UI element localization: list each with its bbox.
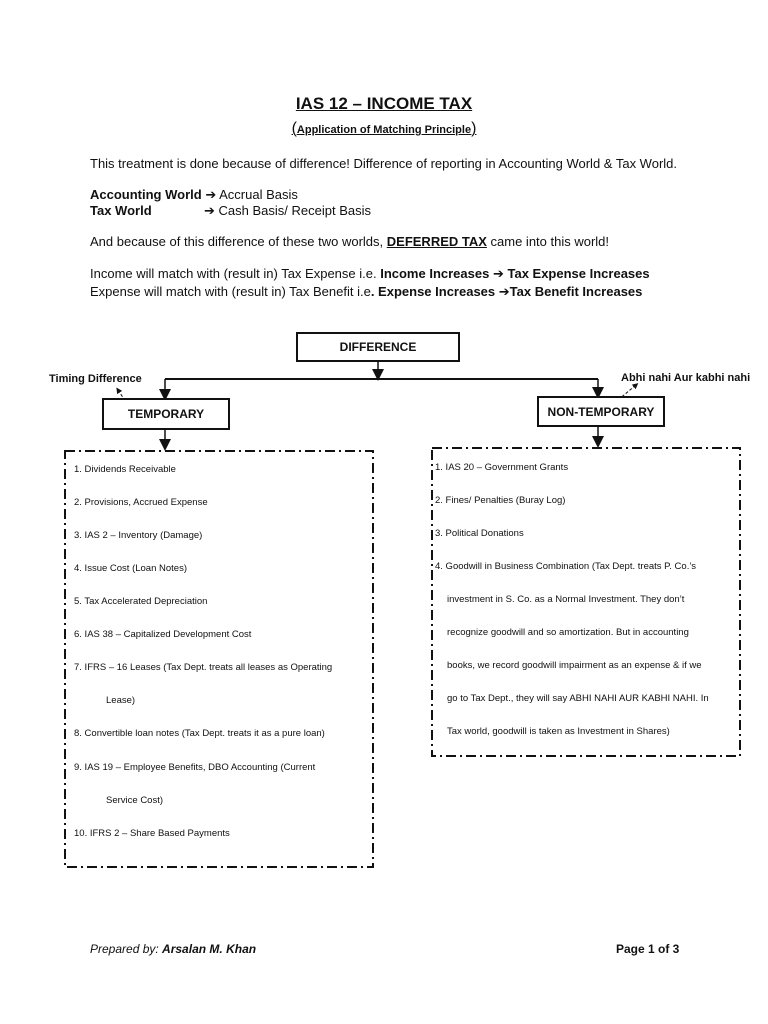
expense-matching-text: Expense will match with (result in) Tax Benefit i.e: [90, 284, 371, 299]
prepared-by: [90, 942, 256, 956]
deferred-tax-term: DEFERRED TAX: [386, 234, 487, 249]
page-number: Page 1 of 3: [616, 942, 680, 956]
author-name: Arsalan M. Khan: [162, 942, 257, 956]
list-item: 2. Fines/ Penalties (Buray Log): [435, 495, 566, 506]
list-item: 6. IAS 38 – Capitalized Development Cost: [74, 629, 252, 640]
list-item-continuation: books, we record goodwill impairment as an expense & if we: [447, 660, 702, 671]
prepared-by-label: Prepared by:: [90, 942, 163, 956]
list-item: 4. Issue Cost (Loan Notes): [74, 563, 187, 574]
list-item: 2. Provisions, Accrued Expense: [74, 497, 208, 508]
arrow-icon: ➔: [205, 187, 217, 202]
list-item: 3. IAS 2 – Inventory (Damage): [74, 530, 203, 541]
subtitle-text: Application of Matching Principle: [296, 124, 472, 136]
list-item: 1. IAS 20 – Government Grants: [435, 462, 569, 473]
list-item: 7. IFRS – 16 Leases (Tax Dept. treats all leases as Operating: [74, 662, 333, 673]
tax-world-label: Tax World: [90, 203, 152, 218]
deferred-before: And because of this difference of these two worlds,: [90, 234, 387, 249]
page-title: IAS 12 – INCOME TAX: [295, 94, 473, 113]
tax-benefit-increases: Tax Benefit Increases: [509, 284, 643, 299]
income-increases: Income Increases: [380, 266, 490, 281]
expense-increases: . Expense Increases: [370, 284, 496, 299]
list-item: 3. Political Donations: [435, 528, 524, 539]
list-item: 8. Convertible loan notes (Tax Dept. treats it as a pure loan): [74, 728, 325, 739]
list-item-continuation: recognize goodwill and so amortization. But in accounting: [447, 627, 689, 638]
accounting-world-value: Accrual Basis: [219, 187, 298, 202]
list-item-continuation: Lease): [106, 695, 136, 706]
arrow-icon: ➔: [204, 203, 215, 218]
list-item-continuation: Service Cost): [106, 795, 164, 806]
subtitle-open-paren: (: [291, 120, 297, 137]
list-item: 10. IFRS 2 – Share Based Payments: [74, 828, 230, 839]
arrow-icon: ➔: [498, 284, 510, 299]
arrow-icon: ➔: [492, 266, 504, 281]
abhi-nahi-note: Abhi nahi Aur kabhi nahi: [621, 372, 751, 384]
list-item: 1. Dividends Receivable: [74, 464, 176, 475]
temporary-node: TEMPORARY: [102, 398, 230, 430]
subtitle-close-paren: ): [471, 120, 477, 137]
tax-world-value: Cash Basis/ Receipt Basis: [218, 203, 371, 218]
accounting-world-label: Accounting World: [90, 187, 202, 202]
non-temporary-node: NON-TEMPORARY: [537, 396, 665, 427]
list-item-continuation: Tax world, goodwill is taken as Investment in Shares): [447, 726, 670, 737]
list-item-continuation: investment in S. Co. as a Normal Investment. They don’t: [447, 594, 685, 605]
timing-difference-note: Timing Difference: [49, 373, 142, 385]
income-matching-text: Income will match with (result in) Tax Expense i.e.: [90, 266, 381, 281]
list-item: 5. Tax Accelerated Depreciation: [74, 596, 208, 607]
list-item-continuation: go to Tax Dept., they will say ABHI NAHI AUR KABHI NAHI. In: [447, 693, 709, 704]
tax-expense-increases: Tax Expense Increases: [507, 266, 650, 281]
difference-node: DIFFERENCE: [296, 332, 460, 362]
list-item: 4. Goodwill in Business Combination (Tax Dept. treats P. Co.’s: [435, 561, 697, 572]
deferred-after: came into this world!: [486, 234, 610, 249]
list-item: 9. IAS 19 – Employee Benefits, DBO Accounting (Current: [74, 762, 316, 773]
intro-text: This treatment is done because of difference! Difference of reporting in Accounting World & Tax World.: [90, 156, 678, 171]
